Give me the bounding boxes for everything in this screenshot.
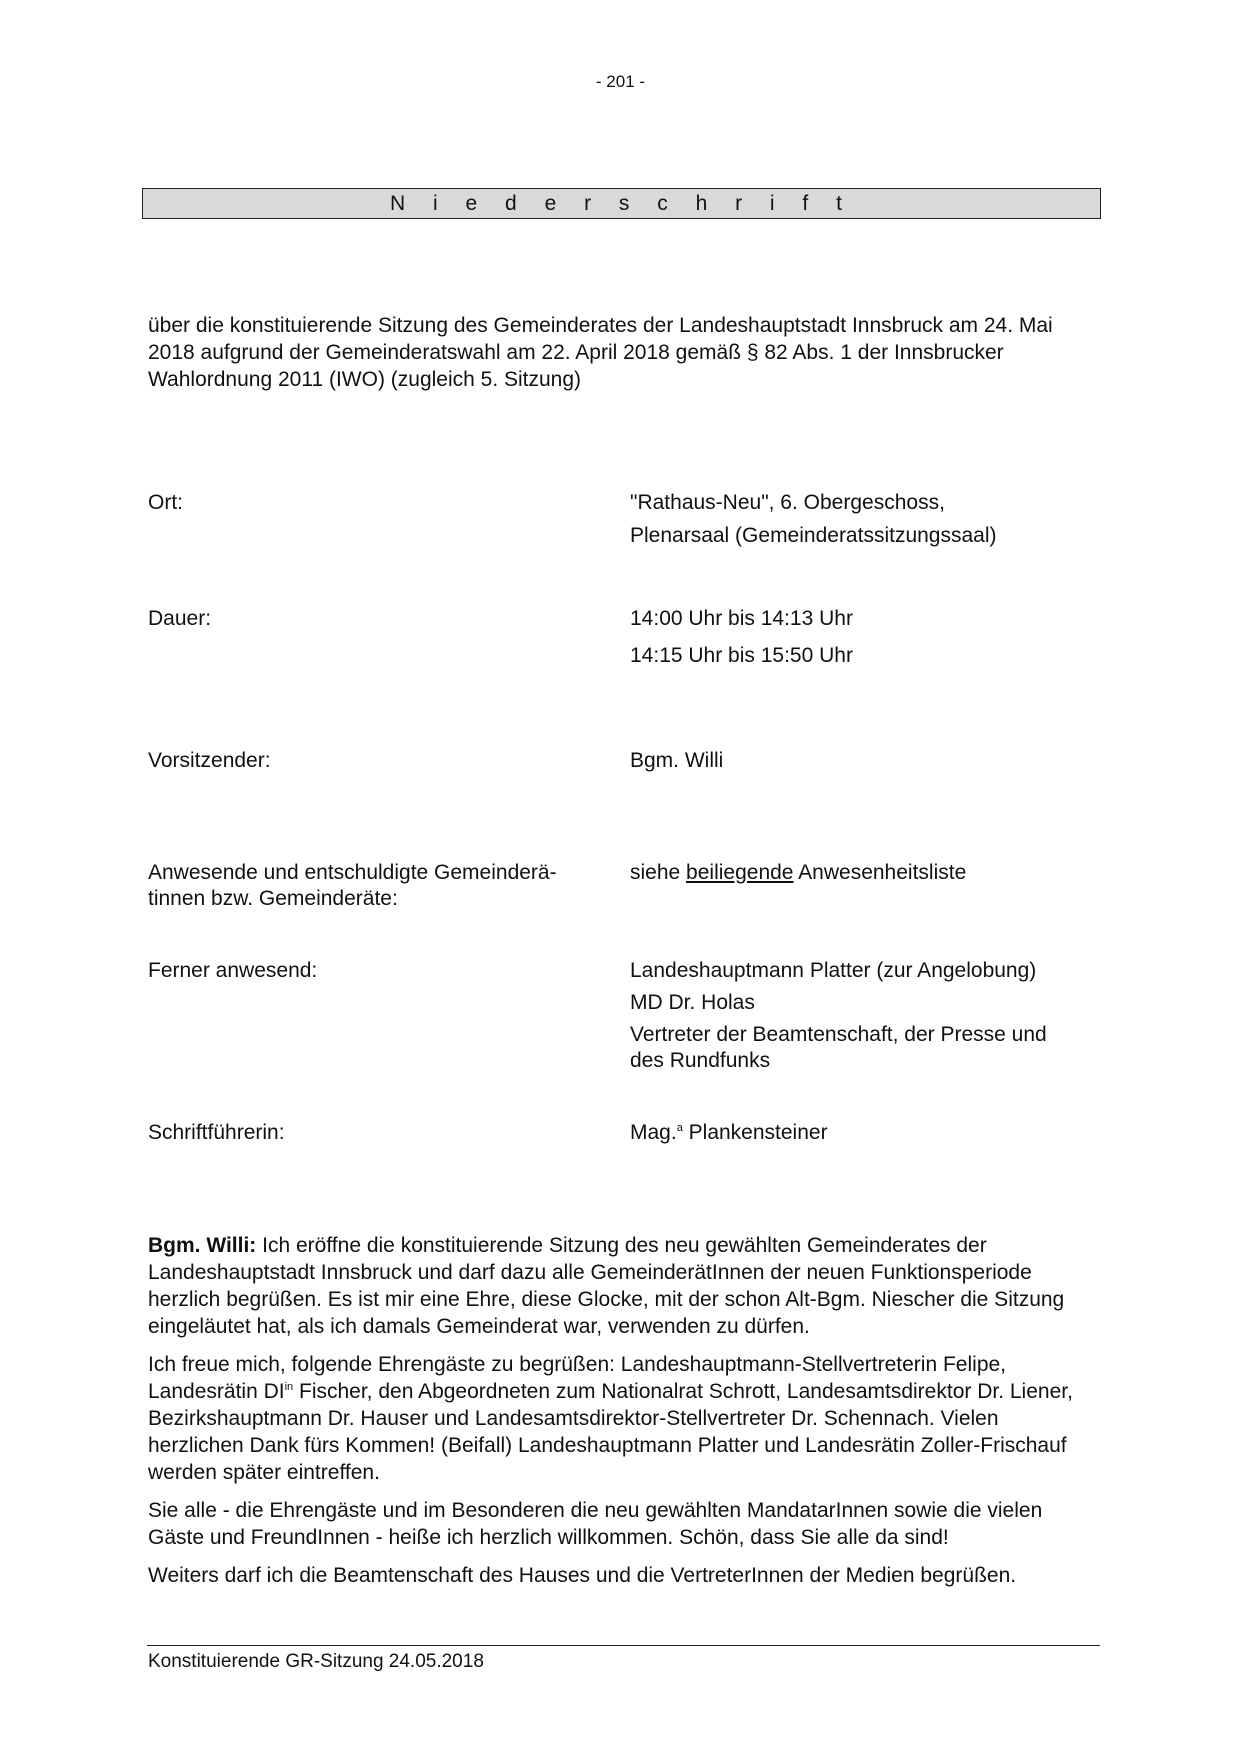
ort-label: Ort: [148, 491, 183, 514]
speech-paragraph-3: Sie alle - die Ehrengäste und im Besonderen die neu gewählten MandatarInnen sowie die vielen Gäste und FreundInnen - heiße ich herzlich willkommen. Schön, dass Sie alle da sind! [148, 1499, 1043, 1549]
footer-divider [147, 1645, 1100, 1646]
anwesende-underlined: beiliegende [686, 861, 794, 884]
speech-p1-text: Ich eröffne die konstituierende Sitzung des neu gewählten Gemeinderates der Landeshauptstadt Innsbruck und darf dazu alle GemeinderätInnen der neuen Funktionsperiode herzlich begrüßen. Es ist mir eine Ehre, diese Glocke, mit der schon Alt-Bgm. Niescher die Sitzung eingeläutet hat, als ich damals Gemeinderat war, verwenden zu dürfen. [148, 1234, 1065, 1338]
dauer-label: Dauer: [148, 607, 212, 630]
speech-p2-text-a: Ich freue mich, folgende Ehrengäste zu begrüßen: Landeshauptmann-Stellvertreterin Felipe, Landesrätin DI [148, 1353, 1007, 1403]
speaker-name: Bgm. Willi: [148, 1234, 257, 1257]
speech-paragraph-1 [148, 1232, 1098, 1340]
ferner-line-4: des Rundfunks [630, 1049, 771, 1072]
schrift-sup: a [676, 1122, 683, 1134]
dauer-line-1: 14:00 Uhr bis 14:13 Uhr [630, 607, 853, 630]
intro-paragraph: über die konstituierende Sitzung des Gemeinderates der Landeshauptstadt Innsbruck am 24. Mai 2018 aufgrund der Gemeinderatswahl am 22. April 2018 gemäß § 82 Abs. 1 der Innsbrucker Wahlordnung 2011 (IWO) (zugleich 5. Sitzung) [148, 314, 1053, 391]
ort-line-2: Plenarsaal (Gemeinderatssitzungssaal) [630, 524, 997, 547]
anwesende-label-line-2: tinnen bzw. Gemeinderäte: [148, 887, 398, 910]
vorsitz-label: Vorsitzender: [148, 749, 271, 772]
schrift-label: Schriftführerin: [148, 1121, 285, 1144]
anwesende-label [148, 860, 557, 912]
speech-paragraph-2 [148, 1351, 1098, 1486]
schrift-pre: Mag. [630, 1121, 677, 1144]
ort-line-1: "Rathaus-Neu", 6. Obergeschoss, [630, 491, 945, 514]
dauer-line-2: 14:15 Uhr bis 15:50 Uhr [630, 644, 853, 667]
schrift-value [630, 1120, 1100, 1146]
ferner-line-2: MD Dr. Holas [630, 991, 755, 1014]
ort-value [630, 490, 1100, 549]
page-number: - 201 - [595, 72, 646, 91]
anwesende-label-line-1: Anwesende und entschuldigte Gemeinderä- [148, 861, 557, 884]
anwesende-pre: siehe [630, 861, 687, 884]
document-title: N i e d e r s c h r i f t [142, 188, 1101, 219]
ferner-value [630, 958, 1100, 1074]
speech-section [148, 1232, 1098, 1600]
anwesende-value [630, 860, 1100, 886]
schrift-post: Plankensteiner [682, 1121, 828, 1144]
vorsitz-value: Bgm. Willi [630, 749, 724, 772]
ferner-line-3: Vertreter der Beamtenschaft, der Presse und [630, 1023, 1047, 1046]
speech-paragraph-4: Weiters darf ich die Beamtenschaft des Hauses und die VertreterInnen der Medien begrüßen. [148, 1564, 1017, 1587]
ferner-label: Ferner anwesend: [148, 959, 318, 982]
speech-p2-sup: in [284, 1381, 294, 1393]
anwesende-post: Anwesenheitsliste [793, 861, 967, 884]
dauer-value [630, 606, 1100, 669]
ferner-line-1: Landeshauptmann Platter (zur Angelobung) [630, 959, 1037, 982]
footer-text: Konstituierende GR-Sitzung 24.05.2018 [148, 1651, 484, 1672]
speech-p2-text-b: Fischer, den Abgeordneten zum Nationalrat Schrott, Landesamtsdirektor Dr. Liener, Bezirkshauptmann Dr. Hauser und Landesamtsdirektor-Stellvertreter Dr. Schennach. Vielen herzlichen Dank fürs Kommen! (Beifall) Landeshauptmann Platter und Landesrätin Zoller-Frischauf werden später eintreffen. [148, 1380, 1073, 1484]
